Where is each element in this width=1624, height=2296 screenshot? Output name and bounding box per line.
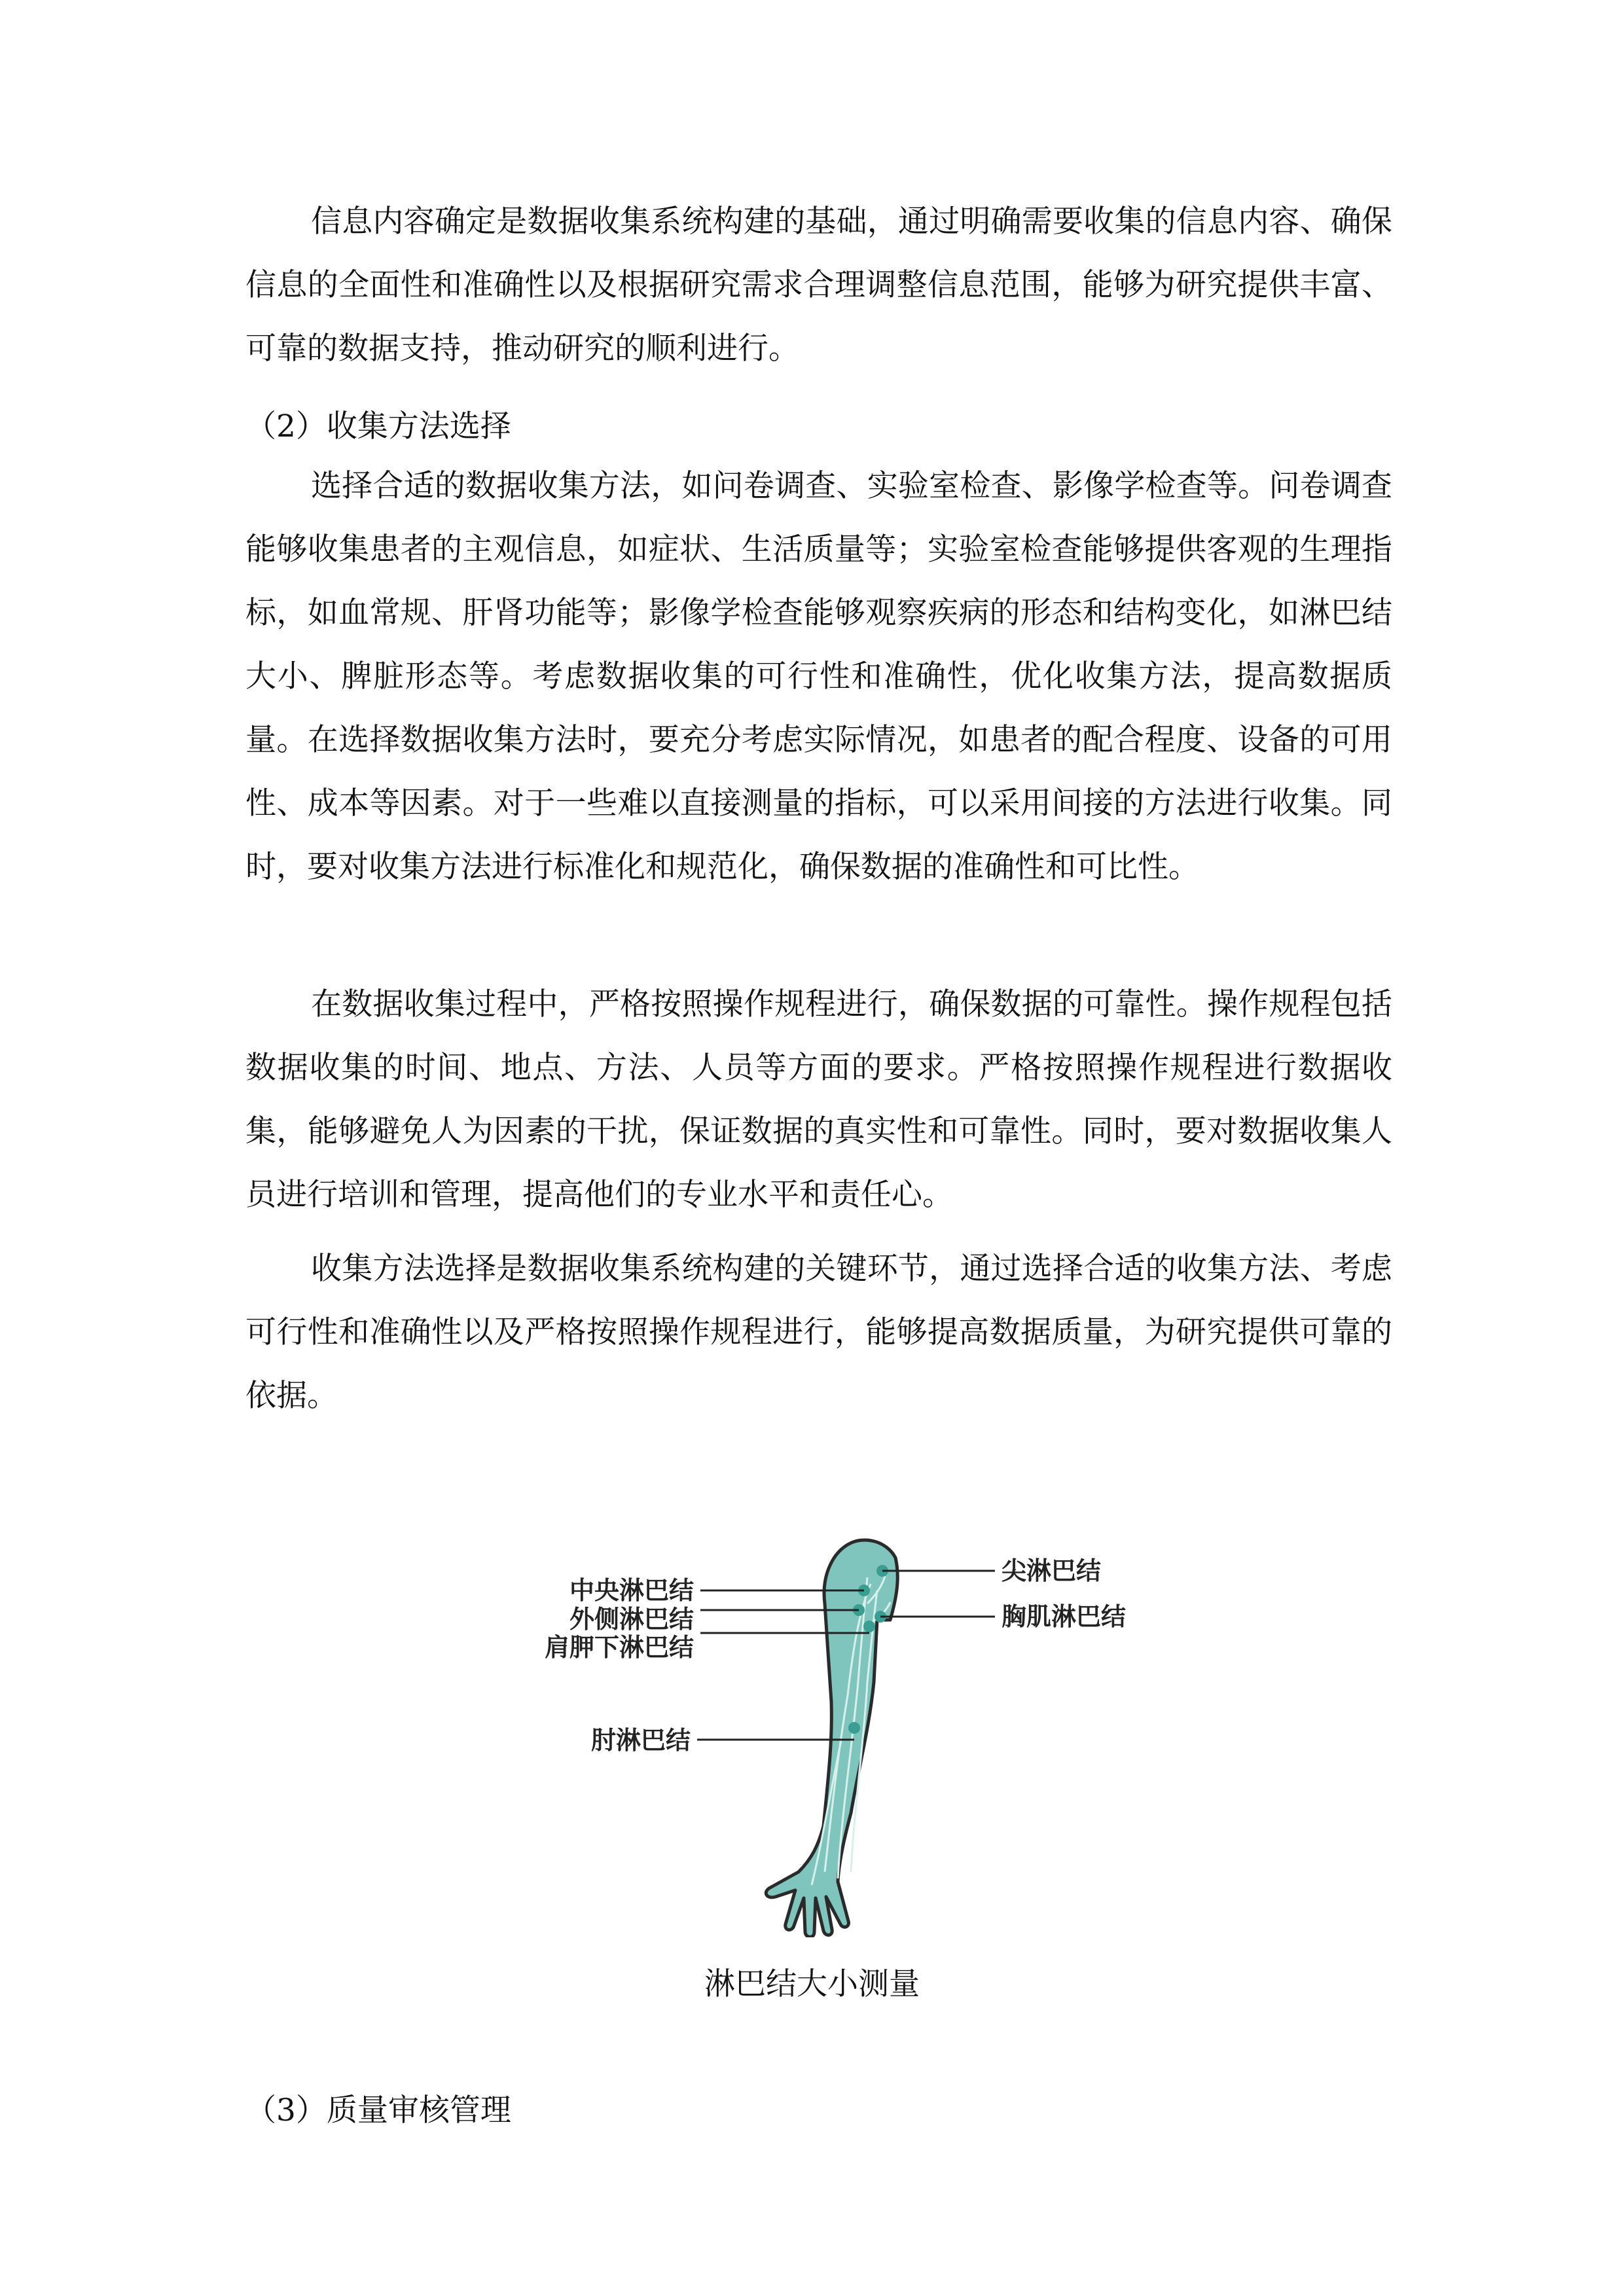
label-apical-node: 尖淋巴结 xyxy=(1001,1556,1102,1585)
paragraph-info-content: 信息内容确定是数据收集系统构建的基础，通过明确需要收集的信息内容、确保信息的全面性和准确性以及根据研究需求合理调整信息范围，能够为研究提供丰富、可靠的数据支持，推动研究的顺利进行。 xyxy=(245,204,1392,367)
label-pectoral-node: 胸肌淋巴结 xyxy=(1001,1602,1127,1631)
heading-collection-method: （2）收集方法选择 xyxy=(245,408,511,444)
paragraph-operating-procedure: 在数据收集过程中，严格按照操作规程进行，确保数据的可靠性。操作规程包括数据收集的时间、地点、方法、人员等方面的要求。严格按照操作规程进行数据收集，能够避免人为因素的干扰，保证数据的真实性和可靠性。同时，要对数据收集人员进行培训和管理，提高他们的专业水平和责任心。 xyxy=(245,986,1392,1213)
paragraph-method-selection: 选择合适的数据收集方法，如问卷调查、实验室检查、影像学检查等。问卷调查能够收集患者的主观信息，如症状、生活质量等；实验室检查能够提供客观的生理指标，如血常规、肝肾功能等；影像学检查能够观察疾病的形态和结构变化，如淋巴结大小、脾脏形态等。考虑数据收集的可行性和准确性，优化收集方法，提高数据质量。在选择数据收集方法时，要充分考虑实际情况，如患者的配合程度、设备的可用性、成本等因素。对于一些难以直接测量的指标，可以采用间接的方法进行收集。同时，要对收集方法进行标准化和规范化，确保数据的准确性和可比性。 xyxy=(245,468,1392,885)
arm-lymph-node-figure xyxy=(524,1505,1165,1937)
figure-caption: 淋巴结大小测量 xyxy=(704,1966,920,2002)
node-elbow-marker xyxy=(848,1722,860,1734)
label-elbow-node: 肘淋巴结 xyxy=(590,1726,691,1755)
label-central-node: 中央淋巴结 xyxy=(569,1576,694,1605)
label-lateral-node: 外侧淋巴结 xyxy=(569,1605,694,1634)
node-subscapular-marker xyxy=(863,1621,875,1632)
heading-quality-audit: （3）质量审核管理 xyxy=(245,2092,511,2128)
paragraph-method-summary: 收集方法选择是数据收集系统构建的关键环节，通过选择合适的收集方法、考虑可行性和准确性以及严格按照操作规程进行，能够提高数据质量，为研究提供可靠的依据。 xyxy=(245,1251,1392,1414)
arm-illustration xyxy=(766,1540,897,1937)
label-subscapular-node: 肩胛下淋巴结 xyxy=(544,1633,694,1662)
